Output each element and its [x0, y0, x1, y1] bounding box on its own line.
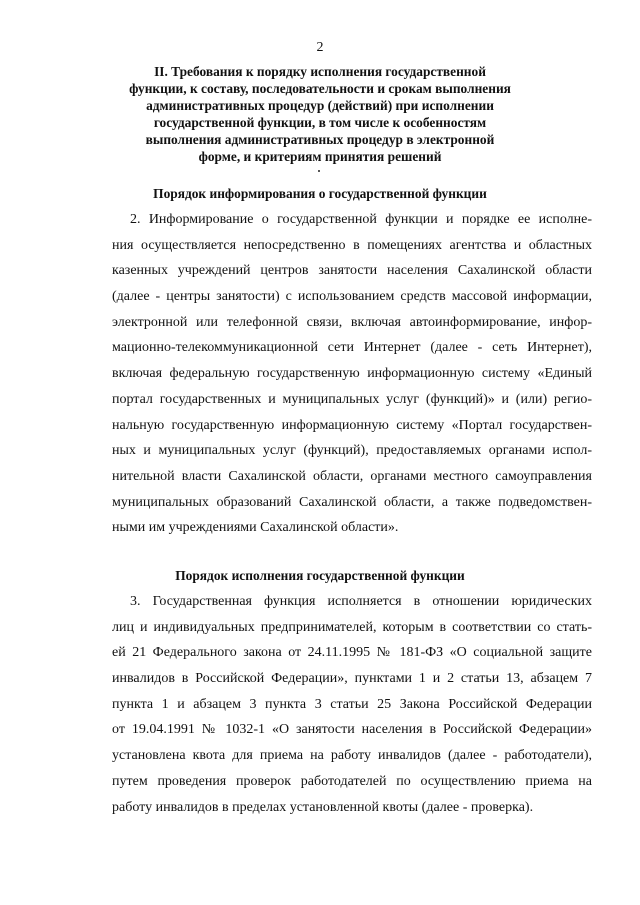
paragraph-line: от 19.04.1991 № 1032-1 «О занятости населения в Российской Федерации» [112, 722, 592, 738]
section-heading-execution: Порядок исполнения государственной функции [175, 568, 465, 583]
paragraph-line: нительной власти Сахалинской области, органами местного самоуправления [112, 468, 592, 484]
paragraph-line: лиц и индивидуальных предпринимателей, которым в соответствии со стать- [112, 619, 592, 635]
paragraph-line: нальную государственную информационную систему «Портал государствен- [112, 417, 592, 433]
paragraph-line: ей 21 Федерального закона от 24.11.1995 № 181-ФЗ «О социальной защите [112, 645, 592, 661]
paragraph-line: пункта 1 и абзацем 3 пункта 3 статьи 25 Закона Российской Федерации [112, 696, 592, 712]
chapter-title-line: государственной функции, в том числе к особенностям [153, 114, 487, 130]
paragraph-line: установлена квота для приема на работу инвалидов (далее - работодатели), [112, 748, 592, 764]
paragraph-line: электронной или телефонной связи, включая автоинформирование, инфор- [112, 314, 592, 330]
paragraph-3 [112, 589, 592, 820]
chapter-title-line: форме, и критериям принятия решений [198, 148, 442, 164]
page-number: 2 [316, 40, 324, 55]
paragraph-line: путем проведения проверок работодателей по осуществлению приема на [112, 773, 592, 789]
paragraph-2 [112, 207, 592, 541]
paragraph-line: казенных учреждений центров занятости населения Сахалинской области [112, 263, 592, 279]
paragraph-line: инвалидов в Российской Федерации», пунктами 1 и 2 статьи 13, абзацем 7 [112, 671, 592, 687]
chapter-title [120, 64, 520, 165]
paragraph-line: работу инвалидов в пределах установленной квоты (далее - проверка). [112, 799, 534, 815]
chapter-title-line: выполнения административных процедур в электронной [145, 131, 495, 147]
paragraph-line: ния осуществляется непосредственно в помещениях агентства и областных [112, 237, 592, 253]
paragraph-line: ными им учреждениями Сахалинской области». [112, 520, 399, 536]
paragraph-line: портал государственных и муниципальных услуг (функций)» и (или) регио- [112, 391, 592, 407]
paragraph-line: 3. Государственная функция исполняется в отношении юридических [130, 594, 592, 609]
paragraph-line: (далее - центры занятости) с использованием средств массовой информации, [112, 289, 592, 305]
scan-speck [318, 170, 320, 172]
paragraph-line: мационно-телекоммуникационной сети Интернет (далее - сеть Интернет), [112, 340, 592, 356]
section-heading-informing: Порядок информирования о государственной функции [153, 186, 487, 201]
paragraph-line: ных и муниципальных услуг (функций), предоставляемых органами испол- [112, 443, 592, 459]
chapter-title-line: II. Требования к порядку исполнения государственной [154, 64, 486, 79]
chapter-title-line: административных процедур (действий) при исполнении [146, 97, 494, 113]
chapter-title-line: функции, к составу, последовательности и срокам выполнения [129, 80, 511, 96]
paragraph-line: включая федеральную государственную информационную систему «Единый [112, 366, 592, 382]
paragraph-line: 2. Информирование о государственной функции и порядке ее исполне- [130, 212, 592, 227]
paragraph-line: муниципальных образований Сахалинской области, а также подведомствен- [112, 494, 592, 510]
